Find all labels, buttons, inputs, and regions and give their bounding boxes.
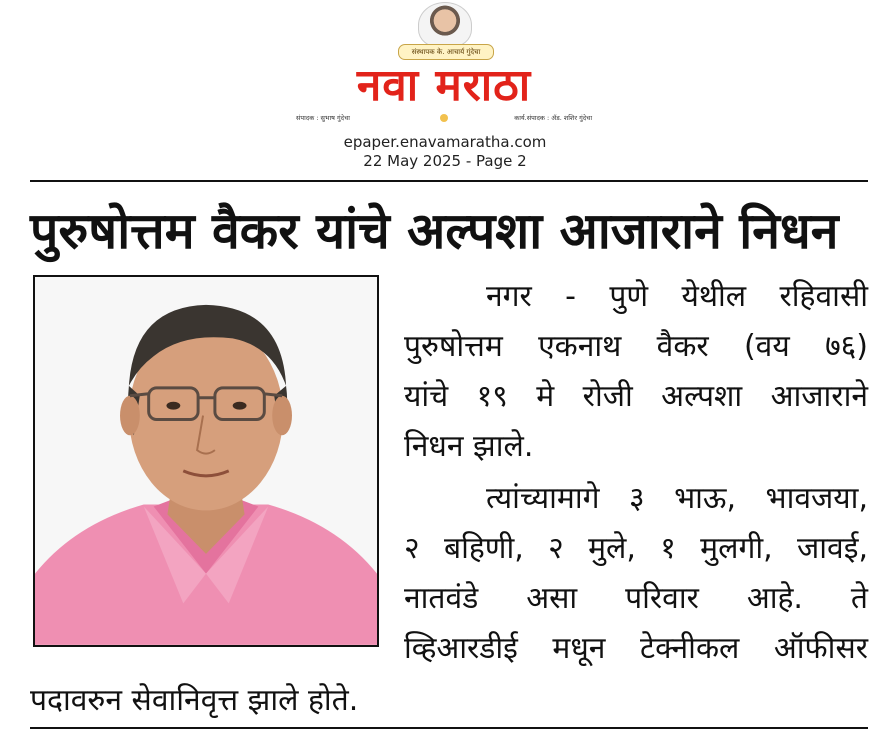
body-line: निधन झाले.: [404, 429, 534, 464]
editor-strip: [294, 113, 594, 125]
bottom-divider: [30, 727, 868, 729]
newspaper-logo: नवा मराठा: [356, 60, 532, 111]
article-headline: पुरुषोत्तम वैकर यांचे अल्पशा आजाराने निधन: [30, 202, 839, 260]
site-url[interactable]: epaper.enavamaratha.com: [343, 133, 547, 151]
body-line: त्यांच्यामागे ३ भाऊ, भावजया,: [486, 481, 868, 516]
body-line: २ बहिणी, २ मुले, १ मुलगी, जावई,: [404, 531, 868, 566]
portrait-image: [35, 277, 377, 645]
founder-portrait: [418, 2, 472, 48]
masthead: [0, 0, 890, 180]
portrait-photo: [33, 275, 379, 647]
founder-caption: संस्थापक के. आचार्य गुंदेचा: [398, 44, 494, 60]
body-line: नगर - पुणे येथील रहिवासी: [486, 279, 868, 314]
editor-right: कार्य.संपादक : ॲड. शशिर गुंदेचा: [514, 114, 592, 122]
date-page: 22 May 2025 - Page 2: [363, 152, 527, 170]
emblem-icon: [440, 114, 448, 122]
top-divider: [30, 180, 868, 182]
body-line: पुरुषोत्तम एकनाथ वैकर (वय ७६): [404, 329, 868, 364]
editor-left: संपादक : सुभाष गुंदेचा: [296, 114, 350, 122]
body-line: यांचे १९ मे रोजी अल्पशा आजाराने: [404, 379, 868, 414]
body-line: व्हिआरडीई मधून टेक्नीकल ऑफीसर: [404, 631, 868, 666]
body-line: पदावरुन सेवानिवृत्त झाले होते.: [30, 683, 359, 718]
body-line: नातवंडे असा परिवार आहे. ते: [404, 581, 868, 616]
